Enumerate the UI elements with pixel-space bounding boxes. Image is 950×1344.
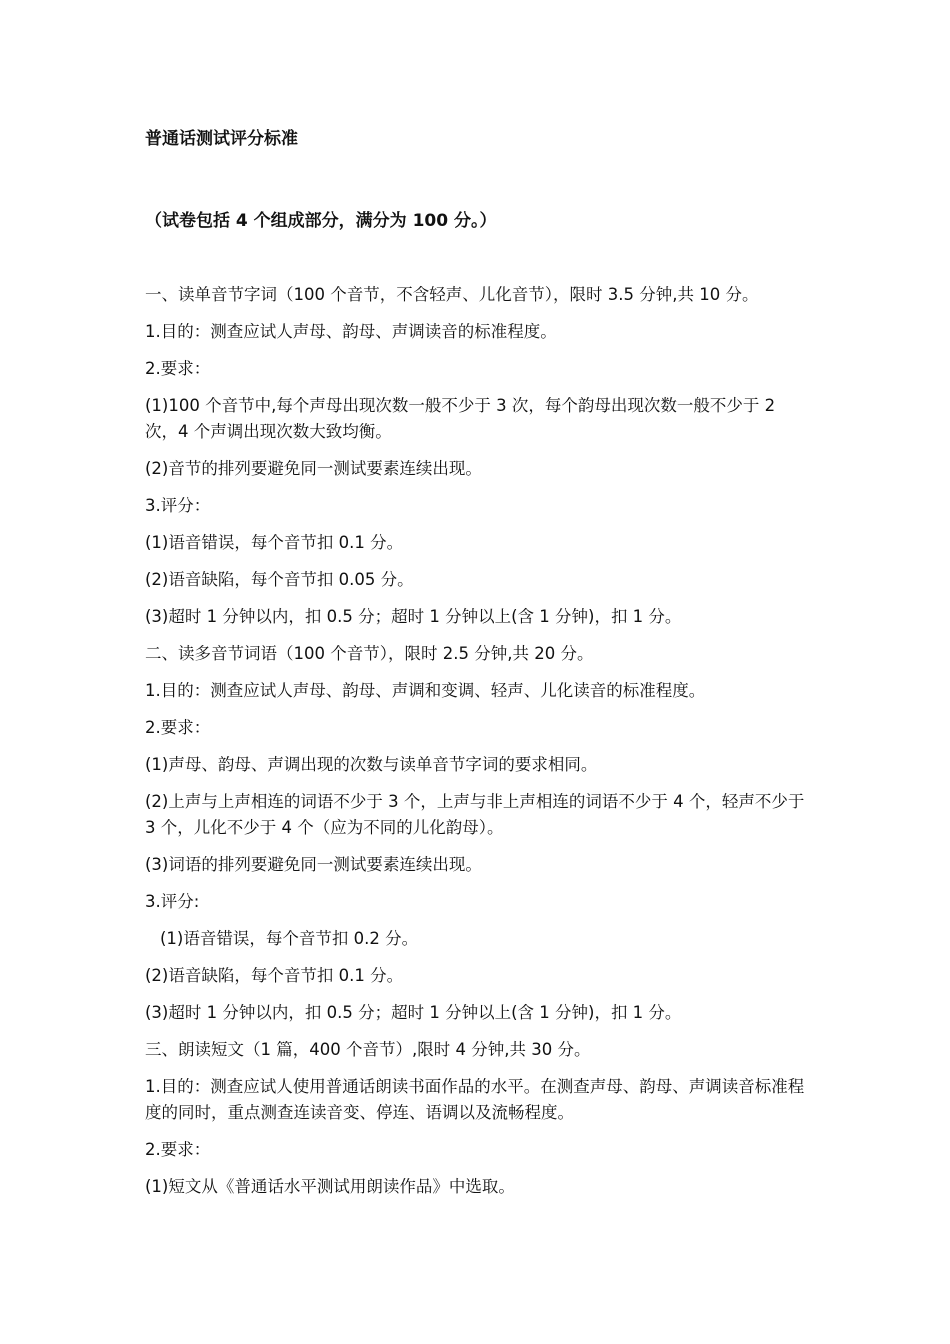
section-1-scoring-3: (3)超时 1 分钟以内，扣 0.5 分；超时 1 分钟以上(含 1 分钟)，扣 1 分。 (145, 607, 682, 626)
section-2-purpose: 1.目的：测查应试人声母、韵母、声调和变调、轻声、儿化读音的标准程度。 (145, 681, 706, 700)
section-2-requirement-2: (2)上声与上声相连的词语不少于 3 个，上声与非上声相连的词语不少于 4 个，轻声不少于 3 个，儿化不少于 4 个（应为不同的儿化韵母）。 (145, 792, 805, 837)
section-2-heading: 二、读多音节词语（100 个音节），限时 2.5 分钟,共 20 分。 (145, 644, 594, 663)
section-2-scoring-3: (3)超时 1 分钟以内，扣 0.5 分；超时 1 分钟以上(含 1 分钟)，扣 1 分。 (145, 1003, 682, 1022)
section-2-scoring-2: (2)语音缺陷，每个音节扣 0.1 分。 (145, 966, 404, 985)
section-1-heading: 一、读单音节字词（100 个音节，不含轻声、儿化音节），限时 3.5 分钟,共 10 分。 (145, 285, 759, 304)
section-3-requirement-1: (1)短文从《普通话水平测试用朗读作品》中选取。 (145, 1177, 515, 1196)
section-1-requirements-label: 2.要求： (145, 359, 211, 378)
section-1-purpose: 1.目的：测查应试人声母、韵母、声调读音的标准程度。 (145, 322, 557, 341)
section-2-requirement-1: (1)声母、韵母、声调出现的次数与读单音节字词的要求相同。 (145, 755, 598, 774)
section-1-scoring-label: 3.评分： (145, 496, 211, 515)
section-1-scoring-1: (1)语音错误，每个音节扣 0.1 分。 (145, 533, 404, 552)
section-3-requirements-label: 2.要求： (145, 1140, 211, 1159)
document-subtitle: （试卷包括 4 个组成部分，满分为 100 分。） (145, 211, 497, 231)
section-1-requirement-1: (1)100 个音节中,每个声母出现次数一般不少于 3 次，每个韵母出现次数一般不少于 2 次，4 个声调出现次数大致均衡。 (145, 396, 776, 441)
section-1-requirement-2: (2)音节的排列要避免同一测试要素连续出现。 (145, 459, 482, 478)
section-2-scoring-1: (1)语音错误，每个音节扣 0.2 分。 (160, 929, 419, 948)
section-3-heading: 三、朗读短文（1 篇，400 个音节）,限时 4 分钟,共 30 分。 (145, 1040, 591, 1059)
document-body (145, 282, 810, 1211)
section-1-scoring-2: (2)语音缺陷，每个音节扣 0.05 分。 (145, 570, 414, 589)
section-2-requirements-label: 2.要求： (145, 718, 211, 737)
section-2-scoring-label: 3.评分: (145, 892, 200, 911)
document-title: 普通话测试评分标准 (145, 129, 298, 149)
section-2-requirement-3: (3)词语的排列要避免同一测试要素连续出现。 (145, 855, 482, 874)
section-3-purpose: 1.目的：测查应试人使用普通话朗读书面作品的水平。在测查声母、韵母、声调读音标准程度的同时，重点测查连读音变、停连、语调以及流畅程度。 (145, 1077, 805, 1122)
